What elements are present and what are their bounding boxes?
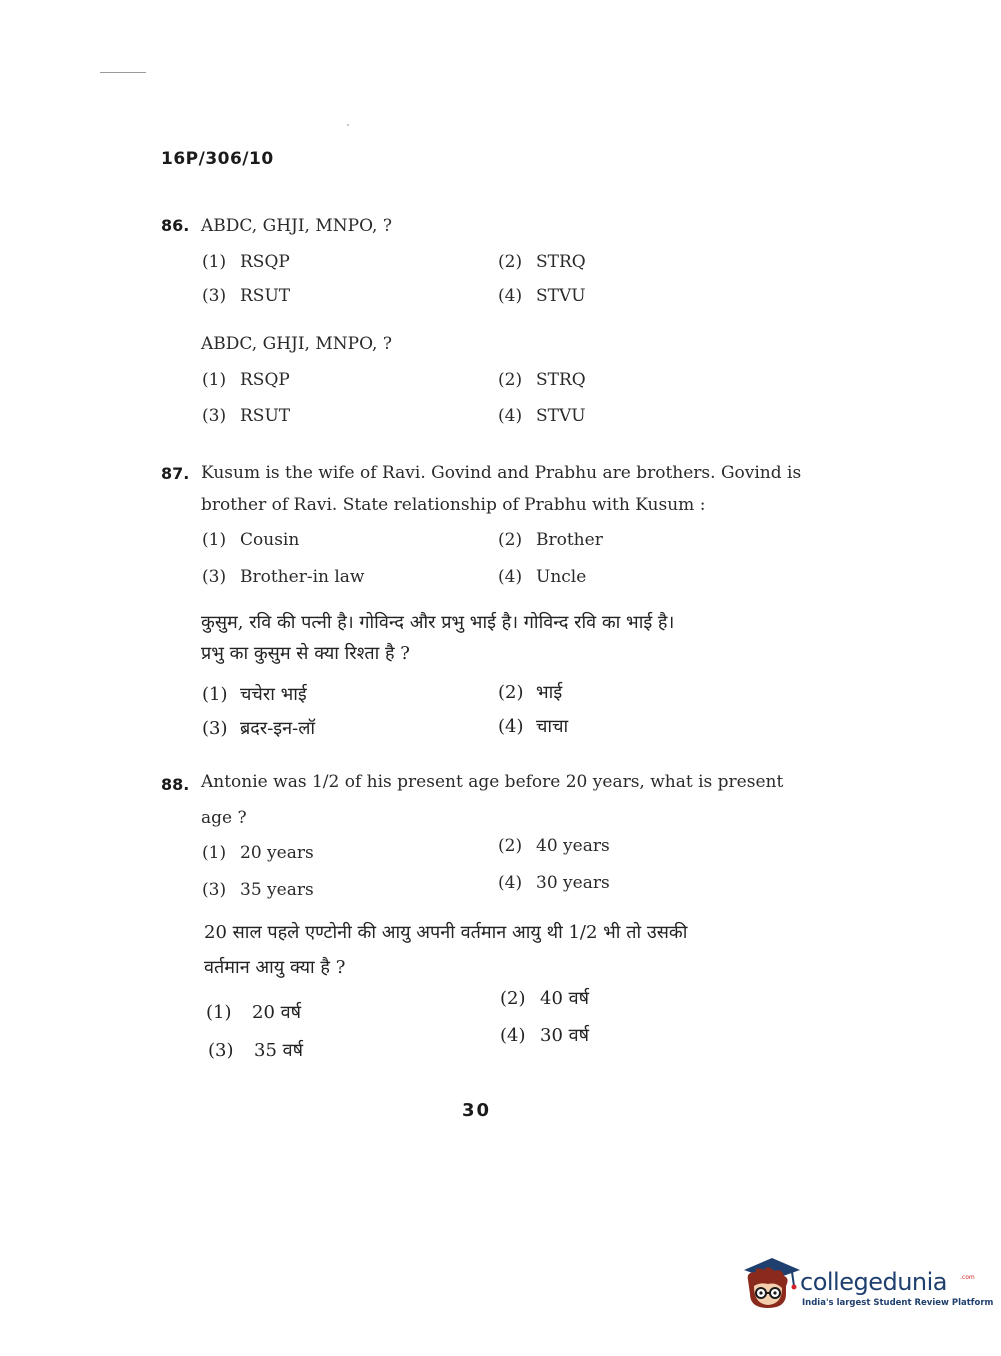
option-text: 35 years xyxy=(240,880,314,900)
question-88-hindi-line-2: वर्तमान आयु क्या है ? xyxy=(204,957,346,978)
q86-option-3 xyxy=(202,286,290,306)
question-88-text-line-1: Antonie was 1/2 of his present age before 20 years, what is present xyxy=(201,772,784,792)
option-number: (1) xyxy=(202,684,228,705)
q88-option-1 xyxy=(202,843,314,863)
option-text: Cousin xyxy=(240,530,300,550)
q87-option-3 xyxy=(202,567,364,587)
option-number: (4) xyxy=(498,286,523,306)
q87-hindi-option-1 xyxy=(202,682,307,706)
option-text: STRQ xyxy=(536,370,586,390)
question-87-hindi-line-2: प्रभु का कुसुम से क्या रिश्ता है ? xyxy=(201,643,410,664)
question-88-number: 88. xyxy=(161,775,190,794)
graduate-mascot-icon xyxy=(742,1250,800,1314)
option-number: (3) xyxy=(202,567,227,587)
q88-hindi-option-3 xyxy=(208,1038,303,1062)
q86-hindi-option-3 xyxy=(202,406,290,426)
option-text: 40 वर्ष xyxy=(540,988,590,1009)
logo-wordmark: collegedunia xyxy=(800,1268,948,1296)
option-text: RSQP xyxy=(240,252,290,272)
q88-hindi-option-4 xyxy=(500,1023,589,1047)
option-number: (4) xyxy=(498,873,523,893)
question-88-text-line-2: age ? xyxy=(201,808,247,828)
option-number: (2) xyxy=(498,530,523,550)
q87-option-1 xyxy=(202,530,299,550)
q88-hindi-option-2 xyxy=(500,986,589,1010)
option-text: RSUT xyxy=(240,406,291,426)
collegedunia-logo[interactable] xyxy=(742,1250,994,1320)
option-text: RSUT xyxy=(240,286,291,306)
option-text: STVU xyxy=(536,406,586,426)
option-number: (2) xyxy=(498,836,523,856)
option-text: ब्रदर-इन-लॉ xyxy=(240,718,316,739)
q86-hindi-option-4 xyxy=(498,406,586,426)
option-text: Brother-in law xyxy=(240,567,365,587)
option-number: (2) xyxy=(500,988,526,1009)
q87-option-4 xyxy=(498,567,586,587)
option-text: चाचा xyxy=(536,716,569,737)
option-text: STRQ xyxy=(536,252,586,272)
option-number: (3) xyxy=(208,1040,234,1061)
logo-dotcom: .com xyxy=(960,1274,975,1281)
option-text: 20 वर्ष xyxy=(252,1002,302,1023)
q87-hindi-option-3 xyxy=(202,716,315,740)
q88-option-2 xyxy=(498,836,610,856)
option-number: (3) xyxy=(202,286,227,306)
option-number: (3) xyxy=(202,718,228,739)
q87-hindi-option-4 xyxy=(498,714,568,738)
scan-speck xyxy=(347,124,349,126)
option-number: (4) xyxy=(500,1025,526,1046)
q87-hindi-option-2 xyxy=(498,680,562,704)
option-number: (4) xyxy=(498,716,524,737)
q88-option-4 xyxy=(498,873,610,893)
option-text: चचेरा भाई xyxy=(240,684,307,705)
option-text: 40 years xyxy=(536,836,610,856)
option-text: 30 years xyxy=(536,873,610,893)
q86-option-2 xyxy=(498,252,586,272)
option-text: 20 years xyxy=(240,843,314,863)
page-number: 30 xyxy=(462,1100,492,1121)
q86-hindi-option-1 xyxy=(202,370,290,390)
option-number: (2) xyxy=(498,682,524,703)
option-number: (2) xyxy=(498,252,523,272)
option-number: (3) xyxy=(202,880,227,900)
question-87-text-line-2: brother of Ravi. State relationship of Prabhu with Kusum : xyxy=(201,495,706,515)
q86-option-4 xyxy=(498,286,586,306)
option-text: 30 वर्ष xyxy=(540,1025,590,1046)
q88-hindi-option-1 xyxy=(206,1000,301,1024)
option-number: (2) xyxy=(498,370,523,390)
question-87-text-line-1: Kusum is the wife of Ravi. Govind and Prabhu are brothers. Govind is xyxy=(201,463,802,483)
question-87-hindi-line-1: कुसुम, रवि की पत्नी है। गोविन्द और प्रभु भाई है। गोविन्द रवि का भाई है। xyxy=(201,612,675,633)
top-rule xyxy=(100,72,146,73)
question-86-number: 86. xyxy=(161,216,190,235)
option-text: STVU xyxy=(536,286,586,306)
q86-hindi-option-2 xyxy=(498,370,586,390)
option-text: 35 वर्ष xyxy=(254,1040,304,1061)
question-86-text: ABDC, GHJI, MNPO, ? xyxy=(201,216,392,236)
q86-option-1 xyxy=(202,252,290,272)
question-86-hindi-text: ABDC, GHJI, MNPO, ? xyxy=(201,334,392,354)
option-text: भाई xyxy=(536,682,563,703)
option-number: (4) xyxy=(498,406,523,426)
q87-option-2 xyxy=(498,530,603,550)
logo-tagline: India's largest Student Review Platform xyxy=(802,1298,994,1308)
paper-code: 16P/306/10 xyxy=(161,149,274,169)
option-text: Uncle xyxy=(536,567,587,587)
option-text: Brother xyxy=(536,530,603,550)
question-87-number: 87. xyxy=(161,464,190,483)
option-number: (4) xyxy=(498,567,523,587)
option-number: (1) xyxy=(202,370,227,390)
q88-option-3 xyxy=(202,880,314,900)
option-number: (1) xyxy=(202,530,227,550)
option-number: (1) xyxy=(202,843,227,863)
option-number: (1) xyxy=(206,1002,232,1023)
option-number: (3) xyxy=(202,406,227,426)
option-number: (1) xyxy=(202,252,227,272)
option-text: RSQP xyxy=(240,370,290,390)
question-88-hindi-line-1: 20 साल पहले एण्टोनी की आयु अपनी वर्तमान आयु थी 1/2 भी तो उसकी xyxy=(204,922,688,943)
